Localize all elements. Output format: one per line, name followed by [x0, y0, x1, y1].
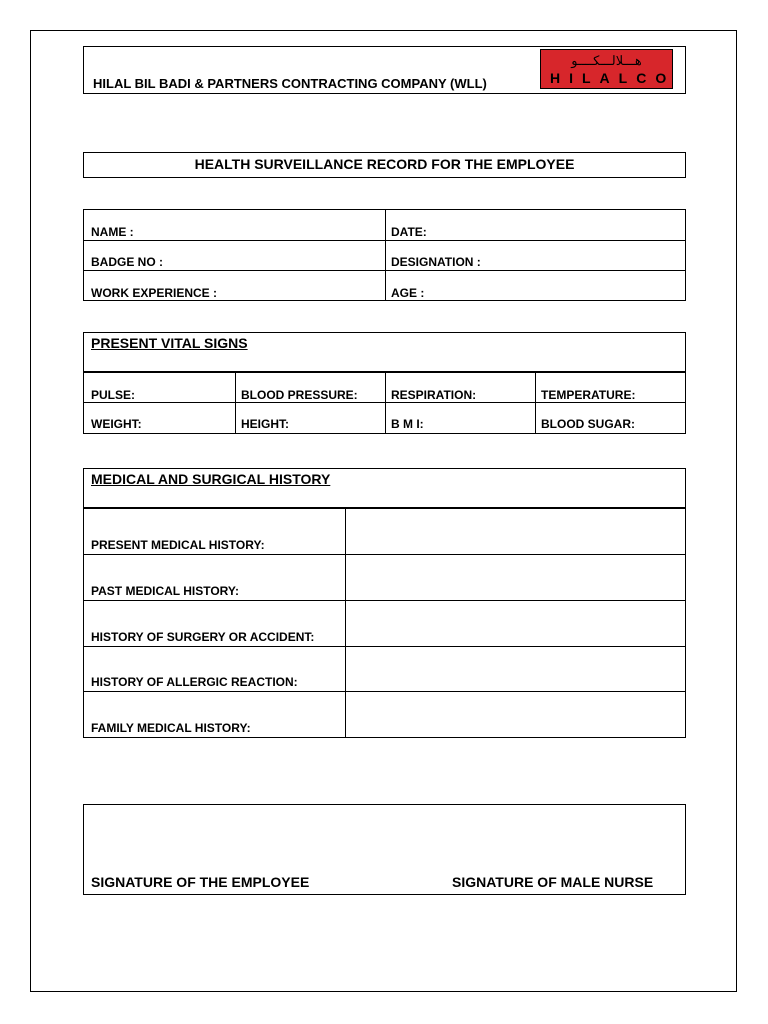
row-divider	[84, 646, 685, 647]
column-divider	[235, 372, 236, 433]
date-field-label: DATE:	[391, 225, 427, 239]
column-divider	[535, 372, 536, 433]
pulse-label: PULSE:	[91, 388, 136, 402]
surgery-accident-history-label: HISTORY OF SURGERY OR ACCIDENT:	[91, 630, 315, 644]
badge-no-field-label: BADGE NO :	[91, 255, 163, 269]
allergic-reaction-history-label: HISTORY OF ALLERGIC REACTION:	[91, 675, 298, 689]
row-divider	[84, 691, 685, 692]
height-label: HEIGHT:	[241, 417, 289, 431]
column-divider	[345, 508, 346, 737]
heading-divider	[84, 507, 685, 509]
company-name: HILAL BIL BADI & PARTNERS CONTRACTING COMPANY (WLL)	[93, 76, 487, 91]
signature-box	[83, 804, 686, 895]
vital-signs-heading: PRESENT VITAL SIGNS	[91, 335, 248, 351]
row-divider	[84, 600, 685, 601]
logo-arabic-text: هـــلالـــكــــو	[571, 53, 642, 68]
medical-history-heading: MEDICAL AND SURGICAL HISTORY	[91, 471, 331, 487]
column-divider	[385, 210, 386, 300]
respiration-label: RESPIRATION:	[391, 388, 477, 402]
logo-latin-text: HILALCO	[550, 70, 676, 86]
vital-signs-table	[83, 332, 686, 434]
designation-field-label: DESIGNATION :	[391, 255, 481, 269]
hilalco-logo	[540, 49, 676, 89]
medical-history-table	[83, 468, 686, 738]
temperature-label: TEMPERATURE:	[541, 388, 636, 402]
personal-info-table	[83, 209, 686, 301]
age-field-label: AGE :	[391, 286, 425, 300]
title-box	[83, 152, 686, 178]
bmi-label: B M I:	[391, 417, 424, 431]
form-title: HEALTH SURVEILLANCE RECORD FOR THE EMPLOYEE	[194, 156, 575, 172]
row-divider	[84, 554, 685, 555]
family-medical-history-label: FAMILY MEDICAL HISTORY:	[91, 721, 251, 735]
name-field-label: NAME :	[91, 225, 134, 239]
blood-pressure-label: BLOOD PRESSURE:	[241, 388, 358, 402]
employee-signature-label: SIGNATURE OF THE EMPLOYEE	[91, 874, 310, 890]
weight-label: WEIGHT:	[91, 417, 142, 431]
present-medical-history-label: PRESENT MEDICAL HISTORY:	[91, 538, 265, 552]
column-divider	[385, 372, 386, 433]
work-experience-field-label: WORK EXPERIENCE :	[91, 286, 218, 300]
past-medical-history-label: PAST MEDICAL HISTORY:	[91, 584, 240, 598]
header-box	[83, 46, 686, 94]
blood-sugar-label: BLOOD SUGAR:	[541, 417, 635, 431]
nurse-signature-label: SIGNATURE OF MALE NURSE	[452, 874, 654, 890]
